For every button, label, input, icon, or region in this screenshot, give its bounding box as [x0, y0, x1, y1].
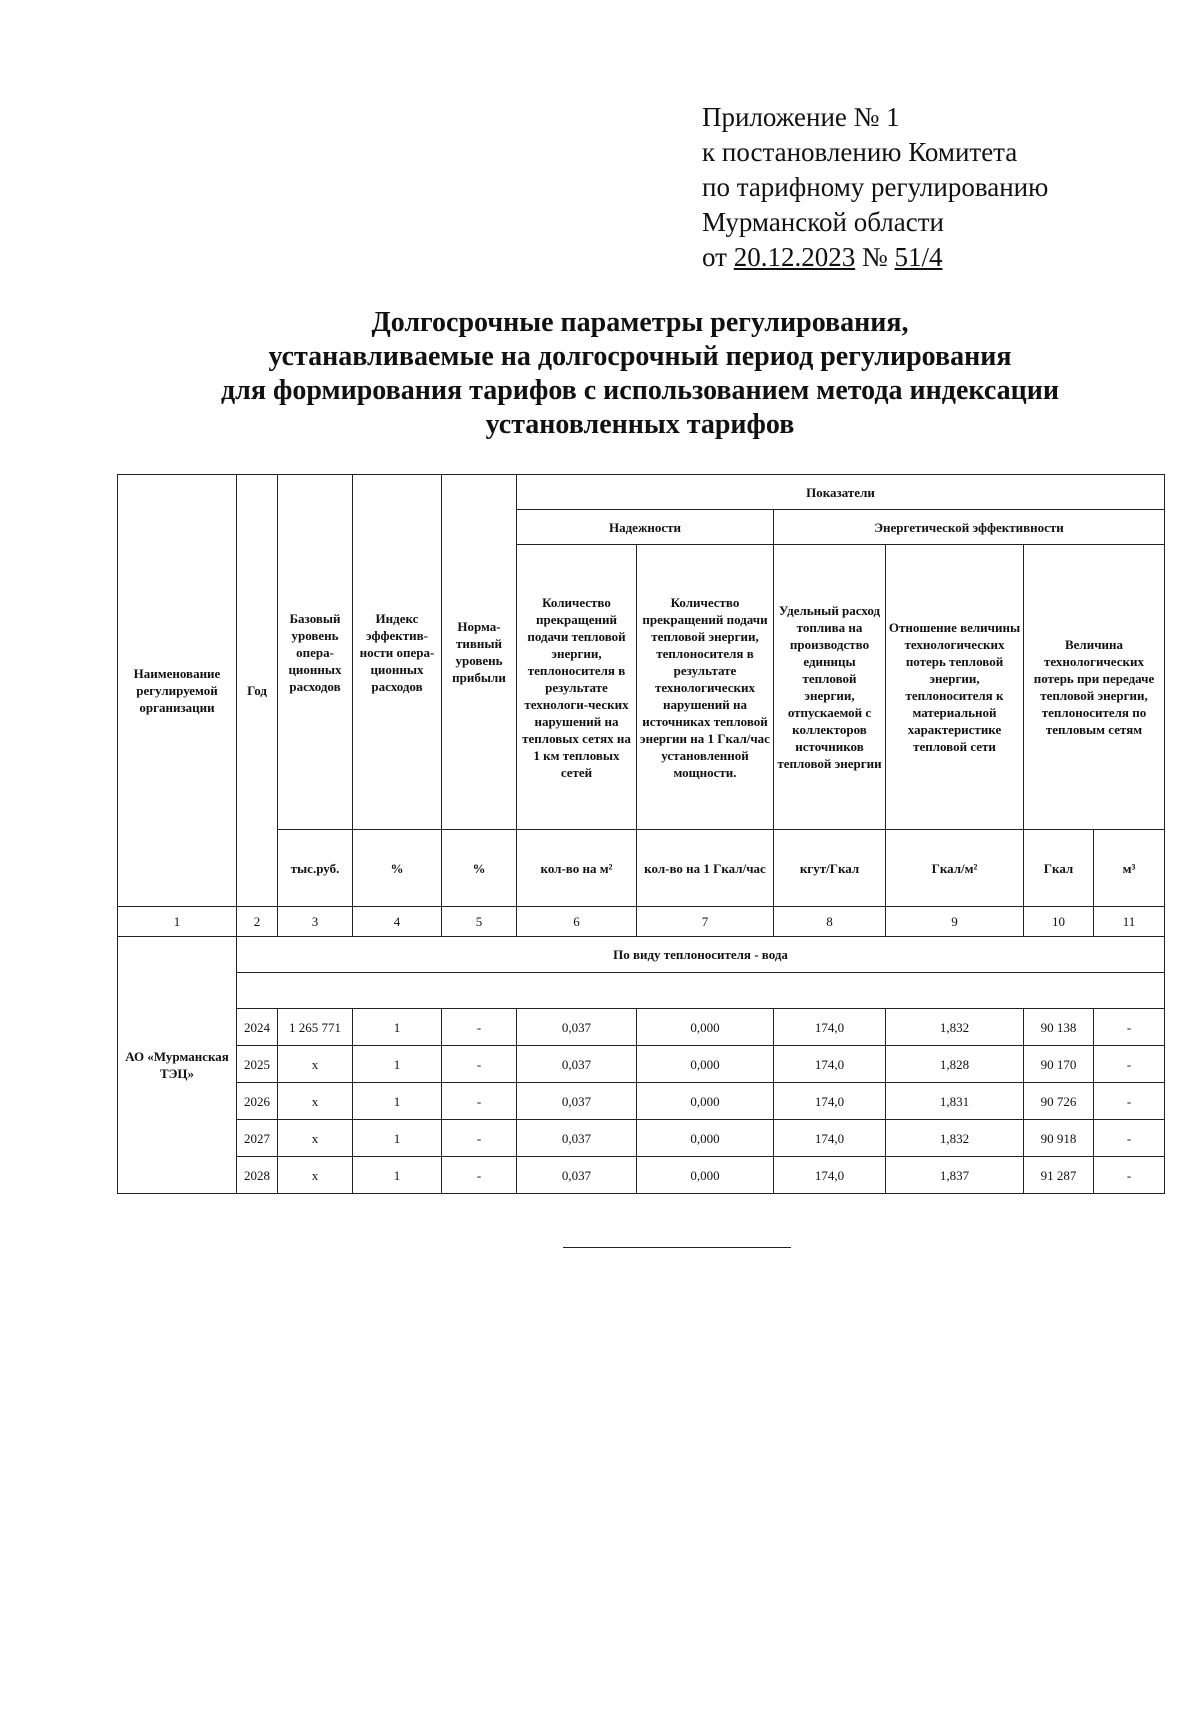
- cell-col-9: 1,828: [886, 1046, 1024, 1083]
- cell-col-11: -: [1094, 1046, 1165, 1083]
- table-row: [118, 1009, 1165, 1046]
- section-heat-carrier-water: По виду теплоносителя - вода: [237, 937, 1165, 973]
- cell-col-7: 0,000: [637, 1120, 774, 1157]
- title-line-1: Долгосрочные параметры регулирования,: [371, 307, 909, 338]
- col-number: 8: [774, 907, 886, 937]
- header-energy-efficiency: Энергетической эффективности: [774, 510, 1165, 545]
- header-col-6: Количество прекращений подачи тепловой энергии, теплоносителя в результате технологи-ческих нарушений на тепловых сетях на 1 км тепловых сетей: [517, 545, 637, 830]
- header-profit-level: Норма-тивный уровень прибыли: [442, 475, 517, 830]
- cell-col-6: 0,037: [517, 1009, 637, 1046]
- column-number-row: [118, 907, 1165, 937]
- cell-col-8: 174,0: [774, 1046, 886, 1083]
- cell-year: 2026: [237, 1083, 278, 1120]
- col-number: 2: [237, 907, 278, 937]
- col-number: 10: [1024, 907, 1094, 937]
- appendix-line-2: к постановлению Комитета: [702, 137, 1018, 167]
- header-col-9: Отношение величины технологических потерь тепловой энергии, теплоносителя к материальной характеристике тепловой сети: [886, 545, 1024, 830]
- header-col-10-11: Величина технологических потерь при передаче тепловой энергии, теплоносителя по тепловым сетям: [1024, 545, 1165, 830]
- cell-col-6: 0,037: [517, 1083, 637, 1120]
- table-row: [118, 1046, 1165, 1083]
- cell-year: 2027: [237, 1120, 278, 1157]
- appendix-line-4: Мурманской области: [702, 207, 944, 237]
- cell-col-8: 174,0: [774, 1009, 886, 1046]
- cell-efficiency-index: 1: [353, 1009, 442, 1046]
- table-row: [118, 1157, 1165, 1194]
- cell-year: 2024: [237, 1009, 278, 1046]
- cell-efficiency-index: 1: [353, 1083, 442, 1120]
- col-number: 1: [118, 907, 237, 937]
- table-row: [118, 1120, 1165, 1157]
- appendix-date-line: [702, 240, 1048, 275]
- cell-col-10: 90 726: [1024, 1083, 1094, 1120]
- cell-profit-level: -: [442, 1046, 517, 1083]
- closing-rule: [563, 1247, 791, 1248]
- unit-col-4: %: [353, 830, 442, 907]
- cell-col-9: 1,837: [886, 1157, 1024, 1194]
- col-number: 7: [637, 907, 774, 937]
- unit-col-3: тыс.руб.: [278, 830, 353, 907]
- number-prefix: №: [861, 242, 888, 272]
- cell-base-opex: 1 265 771: [278, 1009, 353, 1046]
- unit-col-7: кол-во на 1 Гкал/час: [637, 830, 774, 907]
- cell-year: 2025: [237, 1046, 278, 1083]
- cell-profit-level: -: [442, 1009, 517, 1046]
- cell-base-opex: х: [278, 1046, 353, 1083]
- cell-efficiency-index: 1: [353, 1120, 442, 1157]
- cell-profit-level: -: [442, 1083, 517, 1120]
- title-line-2: устанавливаемые на долгосрочный период регулирования: [268, 341, 1012, 372]
- table-row: [118, 1083, 1165, 1120]
- cell-col-9: 1,832: [886, 1120, 1024, 1157]
- cell-col-10: 90 918: [1024, 1120, 1094, 1157]
- decree-number: 51/4: [894, 242, 943, 272]
- col-number: 4: [353, 907, 442, 937]
- cell-col-11: -: [1094, 1157, 1165, 1194]
- cell-efficiency-index: 1: [353, 1046, 442, 1083]
- cell-col-7: 0,000: [637, 1046, 774, 1083]
- cell-col-7: 0,000: [637, 1009, 774, 1046]
- header-reliability: Надежности: [517, 510, 774, 545]
- cell-col-7: 0,000: [637, 1083, 774, 1120]
- unit-col-6: кол-во на м²: [517, 830, 637, 907]
- cell-col-6: 0,037: [517, 1120, 637, 1157]
- cell-col-9: 1,831: [886, 1083, 1024, 1120]
- cell-col-8: 174,0: [774, 1120, 886, 1157]
- unit-col-10: Гкал: [1024, 830, 1094, 907]
- cell-efficiency-index: 1: [353, 1157, 442, 1194]
- title-line-4: установленных тарифов: [485, 409, 795, 440]
- cell-col-11: -: [1094, 1083, 1165, 1120]
- cell-col-10: 90 170: [1024, 1046, 1094, 1083]
- appendix-line-1: Приложение № 1: [702, 102, 900, 132]
- col-number: 9: [886, 907, 1024, 937]
- header-year: Год: [237, 475, 278, 907]
- date-prefix: от: [702, 242, 727, 272]
- document-title: [100, 306, 1180, 442]
- organization-name: АО «Мурманская ТЭЦ»: [118, 937, 237, 1194]
- header-efficiency-index: Индекс эффектив-ности опера-ционных расходов: [353, 475, 442, 830]
- header-base-opex: Базовый уровень опера-ционных расходов: [278, 475, 353, 830]
- col-number: 3: [278, 907, 353, 937]
- cell-base-opex: х: [278, 1157, 353, 1194]
- cell-year: 2028: [237, 1157, 278, 1194]
- unit-col-9: Гкал/м²: [886, 830, 1024, 907]
- empty-row: [237, 973, 1165, 1009]
- appendix-line-3: по тарифному регулированию: [702, 172, 1049, 202]
- unit-col-8: кгут/Гкал: [774, 830, 886, 907]
- cell-col-8: 174,0: [774, 1157, 886, 1194]
- cell-profit-level: -: [442, 1120, 517, 1157]
- decree-date: 20.12.2023: [733, 242, 856, 272]
- parameters-table: [117, 474, 1165, 1194]
- cell-col-10: 90 138: [1024, 1009, 1094, 1046]
- header-col-7: Количество прекращений подачи тепловой энергии, теплоносителя в результате технологических нарушений на источниках тепловой энергии на 1 Гкал/час установленной мощности.: [637, 545, 774, 830]
- cell-col-9: 1,832: [886, 1009, 1024, 1046]
- col-number: 11: [1094, 907, 1165, 937]
- cell-col-11: -: [1094, 1009, 1165, 1046]
- appendix-block: [702, 100, 1048, 275]
- cell-col-10: 91 287: [1024, 1157, 1094, 1194]
- cell-col-11: -: [1094, 1120, 1165, 1157]
- cell-col-6: 0,037: [517, 1046, 637, 1083]
- cell-col-8: 174,0: [774, 1083, 886, 1120]
- col-number: 6: [517, 907, 637, 937]
- col-number: 5: [442, 907, 517, 937]
- cell-col-6: 0,037: [517, 1157, 637, 1194]
- title-line-3: для формирования тарифов с использованием метода индексации: [220, 375, 1059, 406]
- cell-base-opex: х: [278, 1120, 353, 1157]
- unit-col-11: м³: [1094, 830, 1165, 907]
- header-indicators: Показатели: [517, 475, 1165, 510]
- cell-col-7: 0,000: [637, 1157, 774, 1194]
- header-col-8: Удельный расход топлива на производство единицы тепловой энергии, отпускаемой с коллекторов источников тепловой энергии: [774, 545, 886, 830]
- unit-col-5: %: [442, 830, 517, 907]
- header-organization: Наименование регулируемой организации: [118, 475, 237, 907]
- cell-base-opex: х: [278, 1083, 353, 1120]
- cell-profit-level: -: [442, 1157, 517, 1194]
